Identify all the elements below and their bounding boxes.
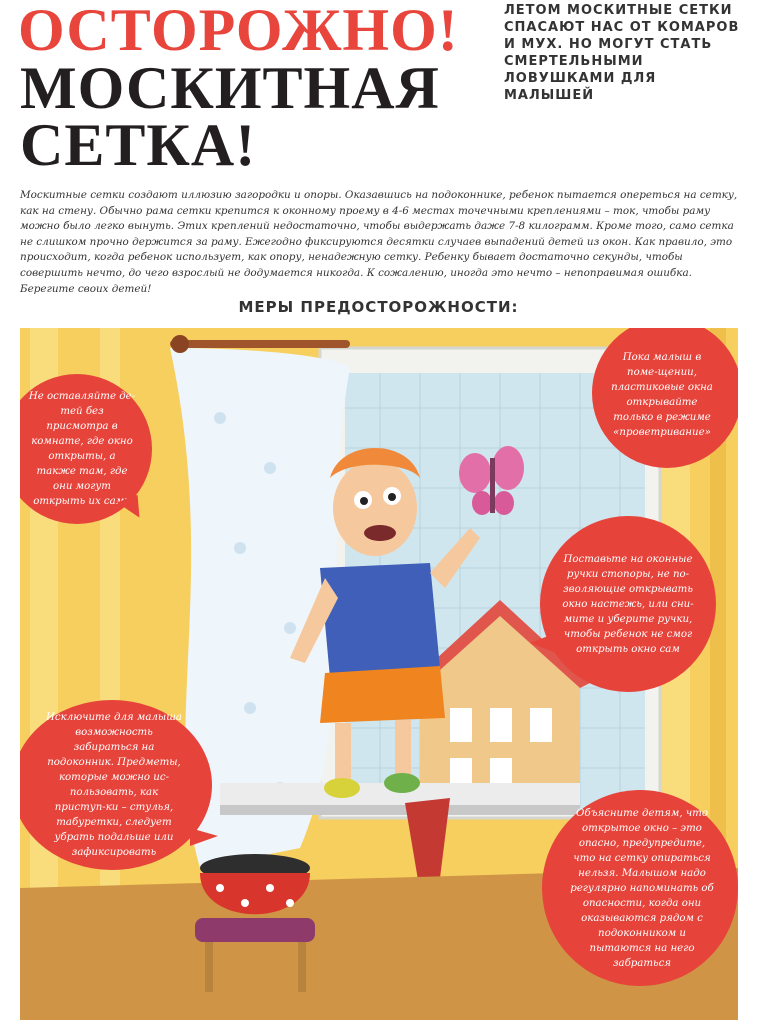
curtain-rod [170, 340, 350, 348]
subtitle: ЛЕТОМ МОСКИТНЫЕ СЕТКИ СПАСАЮТ НАС ОТ КОМАРОВ И МУХ. НО МОГУТ СТАТЬ СМЕРТЕЛЬНЫМИ ЛОВУШКАМИ ДЛЯ МАЛЫШЕЙ [504, 3, 740, 103]
tip-bottom-left-text: Исключите для малыша возможность забираться на подоконник. Предметы, которые можно ис-пользовать, как приступ-ки – стулья, табуретки, следует убрать подальше или зафиксировать [46, 712, 182, 858]
tip-bottom-right-text: Объясните детям, что открытое окно – это опасно, предупредите, что на сетку опираться нельзя. Малышом надо регулярно напоминать об опасности, когда они оказываются рядом с подоконником и пытаются на него забраться [570, 807, 714, 969]
title-line-1: ОСТОРОЖНО! [18, 0, 459, 63]
tip-top-right-text: Пока малыш в поме-щении, пластиковые окна открывайте только в режиме «проветривание» [611, 352, 713, 438]
tip-bottom-right [542, 790, 738, 986]
title-line-3: СЕТКА! [20, 112, 257, 178]
tip-top-left-text: Не оставляйте де-тей без присмотра в комнате, где окно открыты, а также там, где они могут открыть их сами [28, 391, 136, 507]
tip-bottom-left [20, 700, 212, 870]
tip-mid-right [540, 516, 716, 692]
tip-mid-right-text: Поставьте на оконные ручки стопоры, не по-зволяющие открывать окно настежь, или сни-мите и уберите ручки, чтобы ребенок не смог открыть окно сам [562, 553, 694, 655]
illustration [20, 328, 738, 1020]
intro-paragraph: Москитные сетки создают иллюзию загородки и опоры. Оказавшись на подоконнике, ребенок пытается опереться на сетку, как на стену. Обычно рама сетки крепится к оконному проему в 4-6 местах точечными креплениями – ток, чтобы раму можно было легко вынуть. Этих креплений недостаточно, чтобы выдержать даже 7-8 килограмм. Кроме того, само сетка не слишком прочно держится за раму. Ежегодно фиксируются десятки случаев выпадений детей из окон. Как правило, это происходит, когда ребенок использует, как опору, ненадежную сетку. Ребенку бывает достаточно секунды, чтобы совершить нечто, до чего взрослый не додумается никогда. К сожалению, иногда это нечто – непоправимая ошибка. Берегите своих детей! [20, 189, 738, 295]
title-line-2: МОСКИТНАЯ [20, 55, 440, 121]
measures-heading: МЕРЫ ПРЕДОСТОРОЖНОСТИ: [238, 298, 519, 316]
tip-bottom-left-tail [190, 828, 218, 846]
tip-mid-right-tail [530, 633, 556, 653]
